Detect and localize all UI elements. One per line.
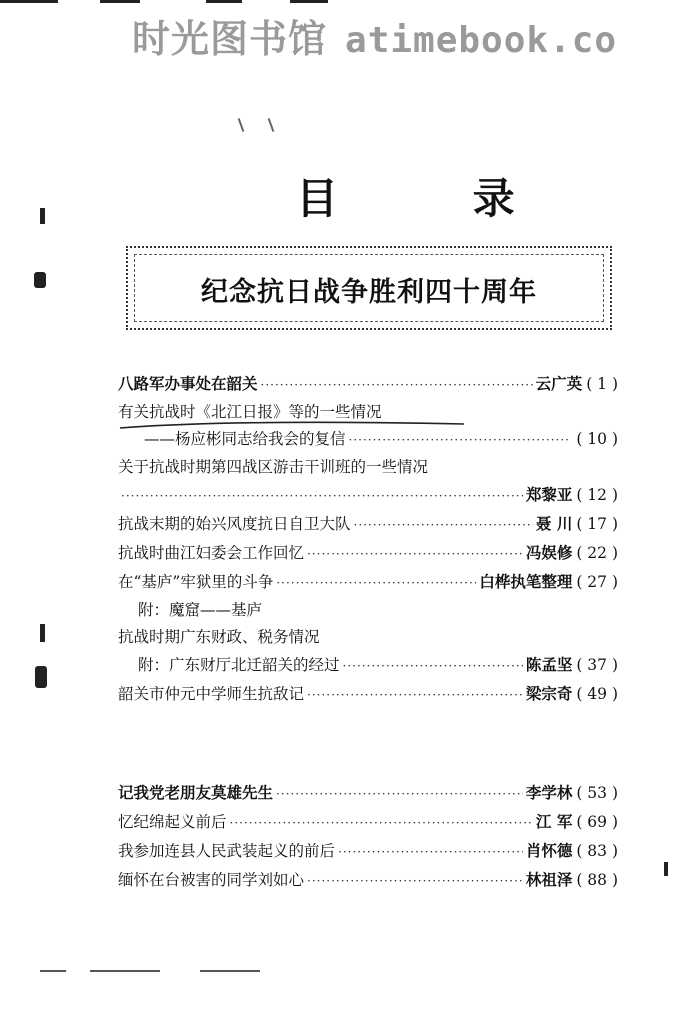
toc-entry[interactable]: [118, 837, 618, 866]
toc-leader-dots: [307, 682, 523, 709]
toc-entry-author: 林祖泽: [525, 870, 573, 889]
watermark-en: atimebook.co: [345, 20, 618, 61]
toc-entry-title: ——杨应彬同志给我会的复信: [144, 430, 346, 448]
toc-entry-title: 我参加连县人民武装起义的前后: [118, 842, 336, 860]
toc-entry-page: ( 10 ): [576, 430, 618, 448]
toc-entry[interactable]: [118, 426, 618, 454]
toc-entry-title: 韶关市仲元中学师生抗敌记: [118, 685, 305, 703]
toc-entry-title: 附：广东财厅北迁韶关的经过: [138, 656, 340, 674]
toc-leader-dots: [349, 427, 570, 454]
toc-leader-dots: [307, 868, 523, 895]
footer-scan-line: [40, 970, 66, 972]
toc-entry-author: 冯娱修: [525, 543, 573, 562]
toc-entry-page: ( 49 ): [576, 685, 618, 703]
toc-entry-title: 有关抗战时《北江日报》等的一些情况: [118, 403, 382, 421]
toc-entry[interactable]: [118, 624, 618, 651]
toc-entry-author: 江 军: [535, 812, 573, 831]
footer-scan-line: [90, 970, 160, 972]
top-scan-line: [290, 0, 328, 3]
toc-entry-author: 云广英: [535, 374, 583, 393]
toc-leader-dots: [343, 653, 523, 680]
toc-entry[interactable]: [118, 481, 618, 510]
toc-leader-dots: [121, 483, 523, 510]
toc-entry-title: 抗战时期广东财政、税务情况: [118, 628, 320, 646]
top-scan-line: [100, 0, 140, 3]
toc-leader-dots: [276, 781, 523, 808]
section-banner: [126, 246, 612, 330]
binding-mark: [34, 272, 46, 288]
toc-entry[interactable]: [118, 510, 618, 539]
section-banner-title: 纪念抗日战争胜利四十周年: [201, 277, 537, 308]
binding-mark: [35, 666, 47, 688]
toc-entry-page: ( 1 ): [586, 375, 618, 393]
scan-tick-mark: [268, 118, 275, 132]
toc-entry[interactable]: [118, 779, 618, 808]
toc-entry-title: 在“基庐”牢狱里的斗争: [118, 573, 274, 591]
toc-entry-title: 记我党老朋友莫雄先生: [118, 783, 274, 802]
toc-entry-page: ( 22 ): [576, 544, 618, 562]
toc-entry[interactable]: [118, 568, 618, 597]
toc-leader-dots: [276, 570, 476, 597]
toc-leader-dots: [307, 541, 523, 568]
toc-entry-title: 抗战末期的始兴风度抗日自卫大队: [118, 515, 351, 533]
toc-leader-dots: [261, 372, 533, 399]
toc-entry-page: ( 12 ): [576, 486, 618, 504]
toc-entry-page: ( 83 ): [576, 842, 618, 860]
binding-mark: [40, 208, 45, 224]
toc-entry-title: 缅怀在台被害的同学刘如心: [118, 871, 305, 889]
toc-group-1: [118, 370, 618, 709]
toc-entry-author: 白桦执笔整理: [479, 572, 573, 591]
toc-entry-author: 李学林: [525, 783, 573, 802]
toc-entry-title: 忆纪绵起义前后: [118, 813, 227, 831]
toc-entry[interactable]: [118, 454, 618, 481]
toc-entry[interactable]: [118, 866, 618, 895]
toc-entry[interactable]: [118, 651, 618, 680]
toc-entry-author: 梁宗奇: [525, 684, 573, 703]
toc-entry[interactable]: [118, 680, 618, 709]
toc-entry-author: 肖怀德: [525, 841, 573, 860]
toc-leader-dots: [230, 810, 533, 837]
toc-entry-title: 关于抗战时期第四战区游击干训班的一些情况: [118, 458, 429, 476]
toc-entry[interactable]: [118, 597, 618, 624]
edge-mark: [664, 862, 668, 876]
toc-leader-dots: [338, 839, 523, 866]
toc-entry-page: ( 69 ): [576, 813, 618, 831]
toc-entry[interactable]: [118, 370, 618, 399]
toc-entry[interactable]: [118, 399, 618, 426]
toc-entry-author: 陈孟坚: [525, 655, 573, 674]
toc-entry-author: 郑黎亚: [525, 485, 573, 504]
toc-entry-title: 抗战时曲江妇委会工作回忆: [118, 544, 305, 562]
toc-group-2: [118, 779, 618, 895]
toc-entry-page: ( 53 ): [576, 784, 618, 802]
top-scan-line: [206, 0, 242, 3]
footer-scan-line: [200, 970, 260, 972]
watermark: [132, 8, 617, 63]
binding-mark: [40, 624, 45, 642]
toc-entry-title: 八路军办事处在韶关: [118, 374, 258, 393]
toc-entry-author: 聂 川: [535, 514, 573, 533]
top-scan-line: [0, 0, 58, 3]
toc-entry-page: ( 88 ): [576, 871, 618, 889]
toc-entry-page: ( 17 ): [576, 515, 618, 533]
page-title: 目 录: [296, 174, 575, 223]
toc-entry[interactable]: [118, 808, 618, 837]
toc-entry[interactable]: [118, 539, 618, 568]
toc-entry-title: 附：魔窟——基庐: [138, 601, 263, 619]
scan-tick-mark: [238, 118, 245, 132]
watermark-cn: 时光图书馆: [132, 17, 328, 61]
toc-leader-dots: [354, 512, 533, 539]
toc-entry-page: ( 37 ): [576, 656, 618, 674]
toc-entry-page: ( 27 ): [576, 573, 618, 591]
